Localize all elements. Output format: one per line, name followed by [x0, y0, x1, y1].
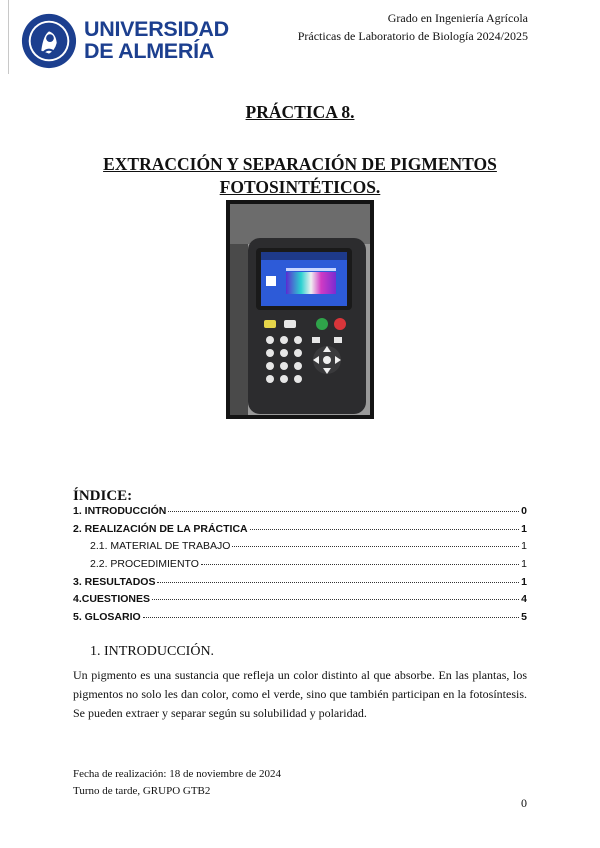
toc-entry-page: 0 — [521, 505, 527, 517]
practice-title: PRÁCTICA 8. — [245, 102, 355, 122]
toc-leader-dots — [232, 546, 519, 547]
toc-entry[interactable] — [73, 540, 527, 558]
toc-entry-page: 4 — [521, 593, 527, 606]
toc-entry[interactable] — [73, 558, 527, 576]
toc-leader-dots — [201, 564, 519, 565]
course-name: Prácticas de Laboratorio de Biología 2024/2025 — [297, 29, 528, 43]
toc-entry-page: 1 — [521, 558, 527, 571]
toc-entry-label: 2. REALIZACIÓN DE LA PRÁCTICA — [73, 522, 248, 535]
toc-entry[interactable] — [73, 611, 527, 629]
page-footer — [73, 766, 281, 800]
practice-subtitle: EXTRACCIÓN Y SEPARACIÓN DE PIGMENTOS FOTOSINTÉTICOS. — [103, 154, 497, 197]
index-title: ÍNDICE: — [73, 488, 133, 504]
toc-leader-dots — [168, 511, 519, 512]
page-number: 0 — [521, 796, 527, 810]
toc-entry[interactable] — [73, 505, 527, 523]
toc-entry[interactable] — [73, 593, 527, 611]
university-seal-icon — [20, 12, 78, 70]
degree-name: Grado en Ingeniería Agrícola — [387, 11, 528, 25]
toc-leader-dots — [143, 617, 519, 618]
toc-entry[interactable] — [73, 576, 527, 594]
toc-leader-dots — [152, 599, 519, 600]
toc-entry-label: 4.CUESTIONES — [73, 593, 151, 606]
toc-leader-dots — [250, 529, 520, 530]
table-of-contents — [73, 505, 527, 629]
spectrophotometer-photo — [226, 200, 374, 419]
section-heading: 1. INTRODUCCIÓN. — [90, 644, 215, 659]
toc-entry[interactable] — [73, 523, 527, 541]
toc-entry-page: 1 — [521, 575, 527, 588]
toc-entry-label: 3. RESULTADOS — [73, 575, 156, 588]
toc-entry-page: 5 — [521, 611, 527, 624]
toc-entry-label: 2.2. PROCEDIMIENTO — [90, 558, 199, 571]
completion-date: Fecha de realización: 18 de noviembre de 2024 — [73, 768, 282, 780]
toc-entry-label: 5. GLOSARIO — [73, 611, 141, 624]
toc-entry-label: 1. INTRODUCCIÓN — [73, 505, 167, 517]
toc-entry-label: 2.1. MATERIAL DE TRABAJO — [90, 540, 231, 553]
introduction-paragraph: Un pigmento es una sustancia que refleja un color distinto al que absorbe. En las plantas, los pigmentos no solo les dan color, como el verde, sino que también participan en la fotosíntesis. Se pueden extraer y separar según su solubilidad y polaridad. — [73, 668, 527, 720]
group-info: Turno de tarde, GRUPO GTB2 — [73, 785, 211, 797]
header-divider — [8, 0, 9, 74]
toc-entry-page: 1 — [521, 540, 527, 553]
toc-leader-dots — [157, 582, 519, 583]
university-logo — [10, 8, 229, 74]
document-header — [298, 9, 528, 45]
university-wordmark: UNIVERSIDAD DE ALMERÍA — [84, 17, 229, 63]
spectrophotometer-image — [226, 200, 374, 419]
toc-entry-page: 1 — [521, 522, 527, 535]
